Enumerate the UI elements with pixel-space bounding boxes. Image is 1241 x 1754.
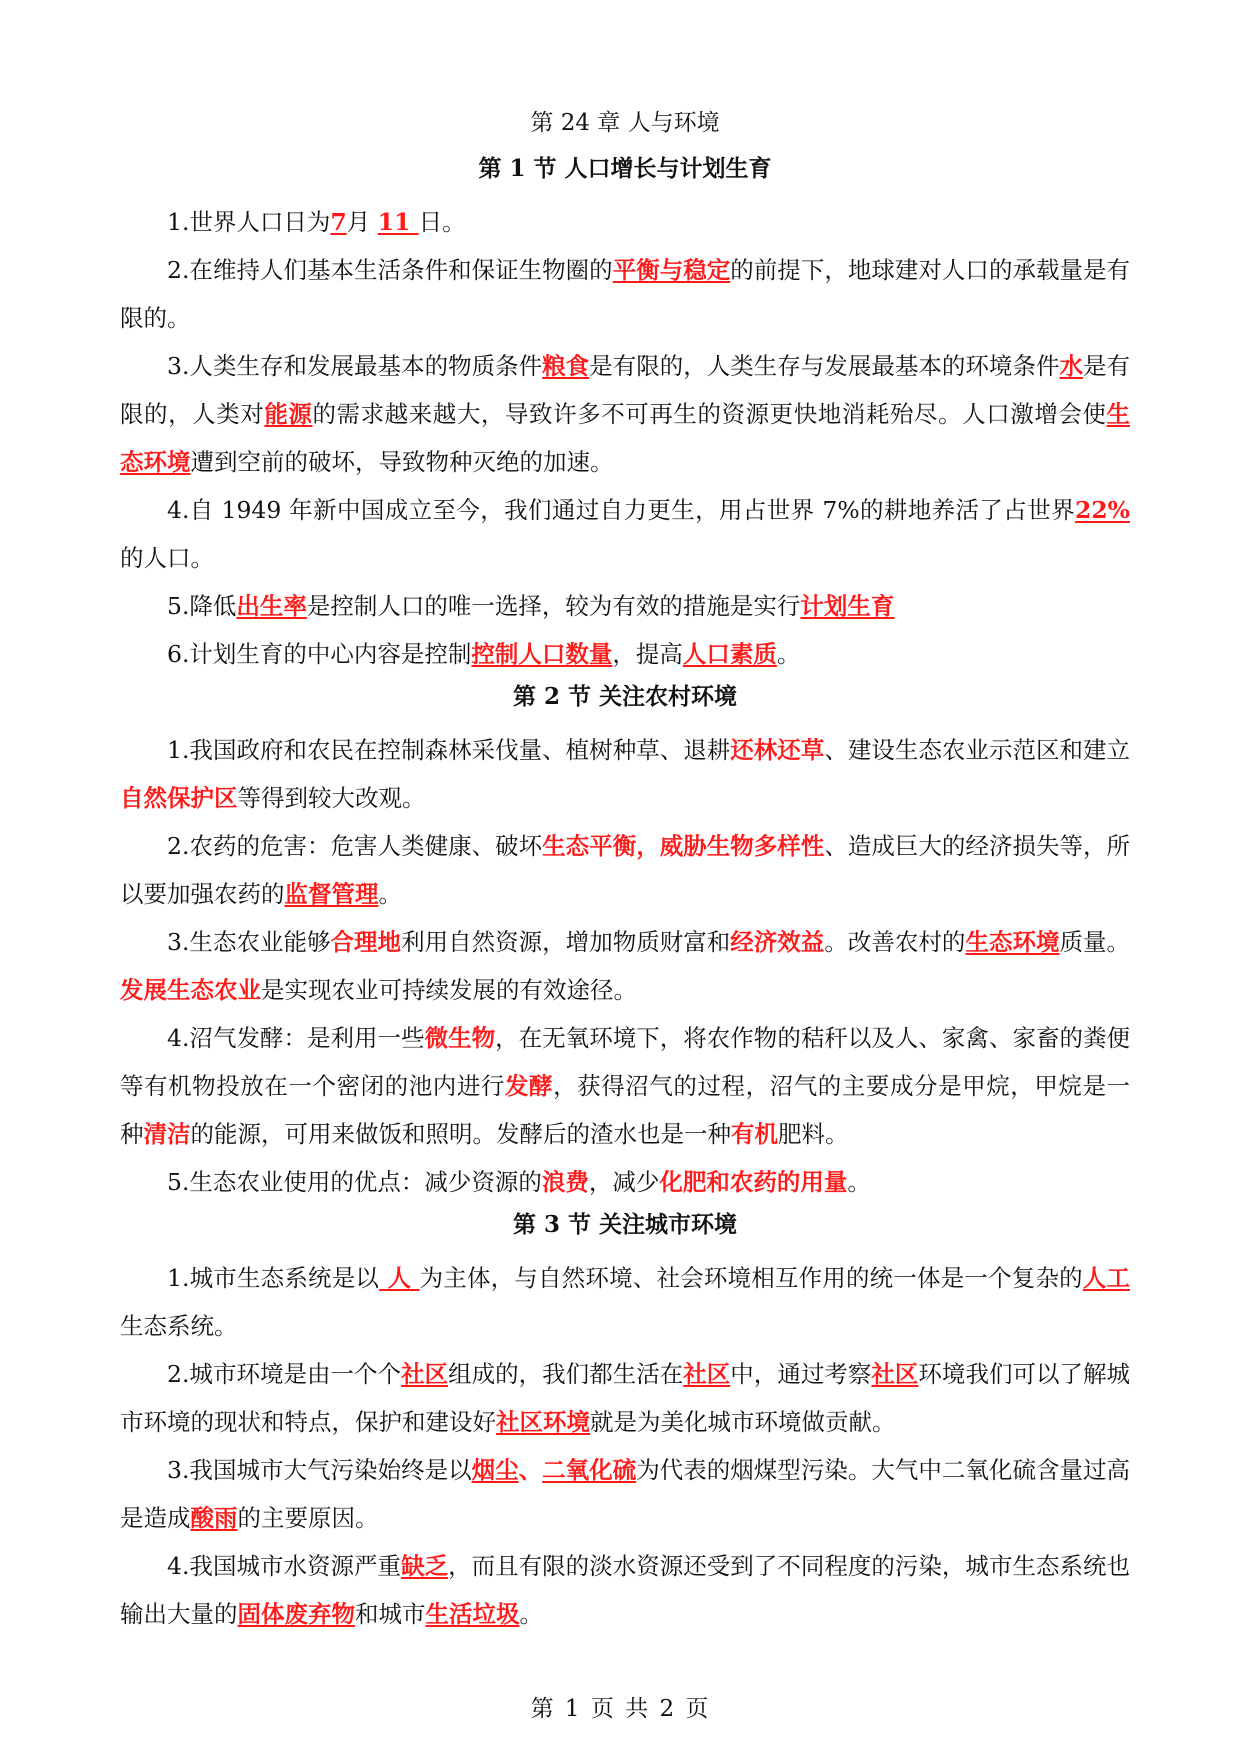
- paragraph-text: 是控制人口的唯一选择，较为有效的措施是实行: [306, 592, 801, 620]
- paragraph-text: 4.自 1949 年新中国成立至今，我们通过自力更生，用占世界 7%的耕地养活了占世界: [167, 496, 1075, 524]
- paragraph-text: 中，通过考察: [730, 1360, 872, 1388]
- paragraph-text: 。: [519, 1600, 543, 1628]
- paragraph-text: 的主要原因。: [237, 1504, 379, 1532]
- paragraph-text: 1.我国政府和农民在控制森林采伐量、植树种草、退耕: [167, 736, 731, 764]
- answer-highlight: 社区: [683, 1360, 731, 1388]
- paragraph-text: 3.生态农业能够: [167, 928, 331, 956]
- paragraph: [120, 1014, 1130, 1158]
- section-title-1: 第 1 节 人口增长与计划生育: [478, 155, 772, 182]
- paragraph-text: ，减少: [588, 1168, 660, 1196]
- answer-highlight: 经济效益: [730, 928, 825, 956]
- paragraph-text: 2.城市环境是由一个个: [167, 1360, 402, 1388]
- answer-highlight: 粮食: [542, 352, 590, 380]
- paragraph-text: 2.农药的危害：危害人类健康、破坏: [167, 832, 543, 860]
- answer-highlight: 缺乏: [401, 1552, 449, 1580]
- chapter-title: 第 24 章 人与环境: [530, 110, 720, 136]
- answer-highlight: 计划生育: [800, 592, 895, 620]
- paragraph: [120, 1350, 1130, 1446]
- paragraph-text: 1.城市生态系统是以: [167, 1264, 380, 1292]
- answer-highlight: 能源: [264, 400, 313, 428]
- answer-highlight: 22%: [1074, 496, 1130, 524]
- paragraph-text: 、造成巨大的经济损失等，所以要加强农药的: [120, 832, 1131, 908]
- answer-highlight: 浪费: [541, 1168, 589, 1196]
- paragraph-text: 、建设生态农业示范区和建立: [824, 736, 1131, 764]
- paragraph-text: 3.人类生存和发展最基本的物质条件: [167, 352, 543, 380]
- answer-highlight: 生态环境: [120, 400, 1131, 476]
- paragraph-text: 的需求越来越大，导致许多不可再生的资源更快地消耗殆尽。人口激增会使: [312, 400, 1107, 428]
- paragraph-text: ，提高: [612, 640, 683, 668]
- paragraph-text: 6.计划生育的中心内容是控制: [167, 640, 472, 668]
- paragraph: [120, 486, 1130, 582]
- paragraph-text: 的能源，可用来做饭和照明。发酵后的渣水也是一种: [190, 1120, 731, 1148]
- paragraph-text: 2.在维持人们基本生活条件和保证生物圈的: [167, 256, 613, 284]
- paragraph-text: 肥料。: [778, 1120, 849, 1148]
- answer-highlight: 发展生态农业: [120, 976, 261, 1004]
- paragraph-text: 就是为美化城市环境做贡献。: [590, 1408, 896, 1436]
- paragraph-text: 是有限的，人类对: [120, 352, 1131, 428]
- paragraph-text: ，获得沼气的过程，沼气的主要成分是甲烷，甲烷是一种: [120, 1072, 1131, 1148]
- paragraph-text: 是实现农业可持续发展的有效途径。: [261, 976, 637, 1004]
- answer-highlight: 生态平衡，威胁生物多样性: [542, 832, 825, 860]
- paragraph-text: 。: [378, 880, 402, 908]
- paragraph-text: 遭到空前的破坏，导致物种灭绝的加速。: [190, 448, 614, 476]
- answer-highlight: 人: [379, 1264, 420, 1292]
- paragraph-text: 的人口。: [120, 544, 214, 572]
- section-1-body: [120, 198, 1130, 678]
- paragraph: [120, 726, 1130, 822]
- paragraph-text: 日。: [418, 208, 466, 236]
- answer-highlight: 监督管理: [284, 880, 379, 908]
- answer-highlight: 、: [518, 1456, 543, 1484]
- answer-highlight: 二氧化硫: [542, 1456, 637, 1484]
- answer-highlight: 平衡与稳定: [612, 256, 731, 284]
- answer-highlight: 生态环境: [965, 928, 1060, 956]
- answer-highlight: 微生物: [424, 1024, 496, 1052]
- answer-highlight: 水: [1059, 352, 1083, 380]
- paragraph-text: 为主体，与自然环境、社会环境相互作用的统一体是一个复杂的: [419, 1264, 1083, 1292]
- paragraph-text: 组成的，我们都生活在: [448, 1360, 684, 1388]
- answer-highlight: 发酵: [504, 1072, 554, 1100]
- paragraph-text: 。: [847, 1168, 871, 1196]
- paragraph: [120, 1158, 1130, 1206]
- section-3-body: [120, 1254, 1130, 1638]
- answer-highlight: 生活垃圾: [425, 1600, 520, 1628]
- paragraph-text: 是有限的，人类生存与发展最基本的环境条件: [589, 352, 1060, 380]
- paragraph-text: 4.沼气发酵：是利用一些: [167, 1024, 425, 1052]
- answer-highlight: 社区: [871, 1360, 919, 1388]
- paragraph-text: 5.生态农业使用的优点：减少资源的: [167, 1168, 542, 1196]
- answer-highlight: 控制人口数量: [471, 640, 613, 668]
- answer-highlight: 自然保护区: [120, 784, 238, 812]
- answer-highlight: 酸雨: [190, 1504, 238, 1532]
- paragraph-text: 环境我们可以了解城市环境的现状和特点，保护和建设好: [120, 1360, 1131, 1436]
- paragraph-text: 和城市: [355, 1600, 426, 1628]
- paragraph-text: 月: [346, 208, 378, 236]
- paragraph-text: ，在无氧环境下，将农作物的秸秆以及人、家禽、家畜的粪便等有机物投放在一个密闭的池内进行: [120, 1024, 1131, 1100]
- paragraph: [120, 1446, 1130, 1542]
- paragraph: [120, 1542, 1130, 1638]
- section-title-2: 第 2 节 关注农村环境: [512, 683, 738, 710]
- answer-highlight: 11: [377, 208, 419, 236]
- paragraph-text: 的前提下，地球建对人口的承载量是有限的。: [120, 256, 1131, 332]
- answer-highlight: 固体废弃物: [237, 1600, 355, 1628]
- answer-highlight: 化肥和农药的用量: [659, 1168, 848, 1196]
- paragraph-text: 为代表的烟煤型污染。大气中二氧化硫含量过高是造成: [120, 1456, 1131, 1532]
- paragraph: [120, 822, 1130, 918]
- answer-highlight: 出生率: [236, 592, 307, 620]
- answer-highlight: 还林还草: [730, 736, 825, 764]
- paragraph-text: 3.我国城市大气污染始终是以: [167, 1456, 472, 1484]
- paragraph: [120, 342, 1130, 486]
- section-title-3: 第 3 节 关注城市环境: [512, 1211, 738, 1238]
- answer-highlight: 7: [330, 208, 347, 236]
- paragraph: [120, 246, 1130, 342]
- paragraph-text: 1.世界人口日为: [167, 208, 331, 236]
- paragraph-text: ，而且有限的淡水资源还受到了不同程度的污染，城市生态系统也输出大量的: [120, 1552, 1131, 1628]
- section-2-body: [120, 726, 1130, 1206]
- paragraph-text: 。: [776, 640, 801, 668]
- paragraph: [120, 918, 1130, 1014]
- answer-highlight: 人工: [1082, 1264, 1131, 1292]
- paragraph-text: 生态系统。: [120, 1312, 238, 1340]
- answer-highlight: 烟尘: [471, 1456, 519, 1484]
- paragraph-text: 4.我国城市水资源严重: [167, 1552, 402, 1580]
- paragraph: [120, 582, 1130, 630]
- paragraph: [120, 1254, 1130, 1350]
- paragraph-text: 等得到较大改观。: [237, 784, 426, 812]
- paragraph-text: 5.降低: [167, 592, 237, 620]
- paragraph-text: 。改善农村的: [824, 928, 966, 956]
- answer-highlight: 人口素质: [682, 640, 777, 668]
- answer-highlight: 社区环境: [496, 1408, 590, 1436]
- answer-highlight: 清洁: [143, 1120, 191, 1148]
- answer-highlight: 有机: [731, 1120, 778, 1148]
- paragraph-text: 质量。: [1059, 928, 1131, 956]
- answer-highlight: 社区: [401, 1360, 449, 1388]
- paragraph-text: 利用自然资源，增加物质财富和: [401, 928, 731, 956]
- document-body: [120, 108, 1130, 1638]
- page-footer: 第 1 页 共 2 页: [530, 1696, 711, 1722]
- paragraph: [120, 630, 1130, 678]
- answer-highlight: 合理地: [330, 928, 402, 956]
- paragraph: [120, 198, 1130, 246]
